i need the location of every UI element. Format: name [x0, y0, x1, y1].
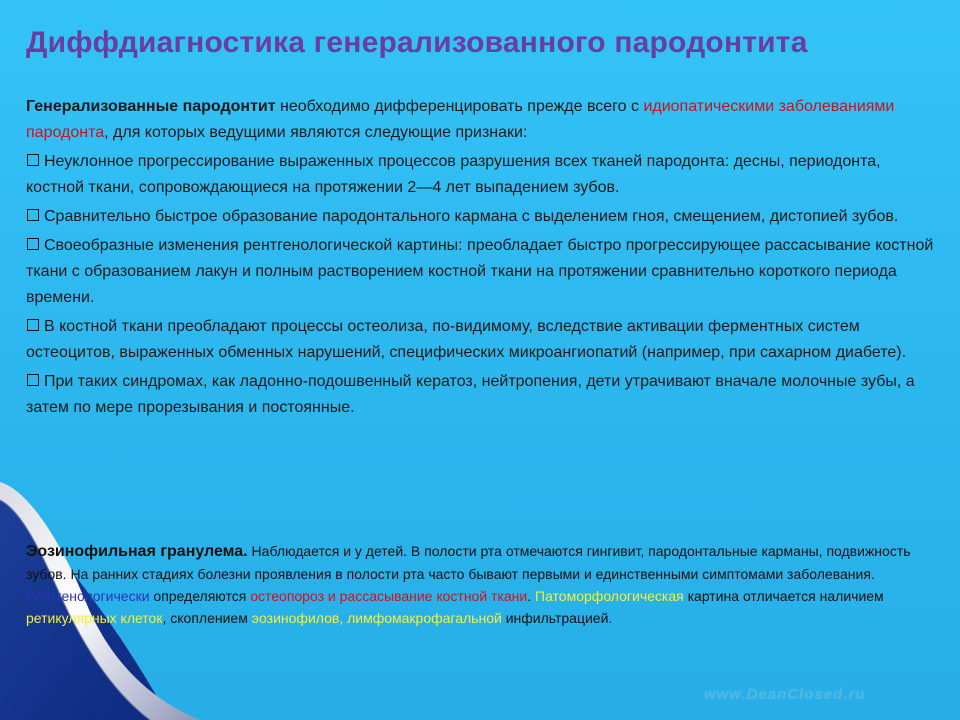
bullet-text: При таких синдромах, как ладонно-подошвенный кератоз, нейтропения, дети утрачивают вначале молочные зубы, а затем по мере прорезывания и постоянные.: [26, 373, 915, 416]
granuloma-text: определяются: [149, 588, 251, 604]
bullet-text: Неуклонное прогрессирование выраженных процессов разрушения всех тканей пародонта: десны, периодонта, костной ткани, сопровождающиеся на протяжении 2—4 лет выпадением зубов.: [26, 153, 881, 196]
granuloma-text: картина отличается наличием: [683, 588, 884, 604]
granuloma-text: инфильтрацией.: [501, 610, 613, 626]
granuloma-paragraph: [26, 540, 940, 629]
main-content: [26, 94, 940, 424]
highlight-yellow: ретикулярных клеток: [26, 610, 163, 626]
checkbox-bullet-icon: [27, 374, 39, 386]
watermark-url: www.DeanClosed.ru: [704, 686, 866, 703]
slide-title: Диффдиагностика генерализованного пародонтита: [26, 26, 808, 59]
intro-text-2: , для которых ведущими являются следующие признаки:: [104, 124, 528, 141]
checkbox-bullet-icon: [27, 319, 39, 331]
granuloma-text: .: [527, 588, 536, 604]
granuloma-heading: Эозинофильная гранулема.: [26, 543, 248, 560]
bullet-item: [26, 369, 940, 421]
checkbox-bullet-icon: [27, 209, 39, 221]
bullet-item: [26, 233, 940, 311]
bullet-text: Сравнительно быстрое образование пародонтального кармана с выделением гноя, смещением, дистопией зубов.: [44, 208, 899, 225]
bullet-item: [26, 149, 940, 201]
highlight-red: остеопороз и рассасывание костной ткани: [250, 588, 528, 604]
bullet-item: [26, 314, 940, 366]
intro-highlight: идиопатическими заболеваниями пародонта: [26, 98, 895, 141]
granuloma-text: , скоплением: [162, 610, 252, 626]
highlight-blue: Рентгенологически: [26, 588, 150, 604]
intro-text-1: необходимо дифференцировать прежде всего с: [275, 98, 644, 115]
granuloma-text: Наблюдается и у детей. В полости рта отмечаются гингивит, пародонтальные карманы, подвижность зубов. На ранних стадиях болезни проявления в полости рта часто бывают первыми и единственными симптомами заболевания.: [26, 543, 911, 582]
checkbox-bullet-icon: [27, 154, 39, 166]
intro-bold: Генерализованные пародонтит: [26, 98, 276, 115]
bullet-item: [26, 204, 940, 230]
bullet-text: Своеобразные изменения рентгенологической картины: преобладает быстро прогрессирующее рассасывание костной ткани с образованием лакун и полным растворением костной ткани на протяжении сравнительно короткого периода времени.: [26, 237, 934, 306]
bullet-text: В костной ткани преобладают процессы остеолиза, по-видимому, вследствие активации ферментных систем остеоцитов, выраженных обменных нарушений, специфических микроангиопатий (например, при сахарном диабете).: [26, 318, 907, 361]
checkbox-bullet-icon: [27, 238, 39, 250]
highlight-yellow: эозинофилов, лимфомакрофагальной: [251, 610, 502, 626]
highlight-yellow: Патоморфологическая: [535, 588, 684, 604]
intro-paragraph: [26, 94, 940, 146]
